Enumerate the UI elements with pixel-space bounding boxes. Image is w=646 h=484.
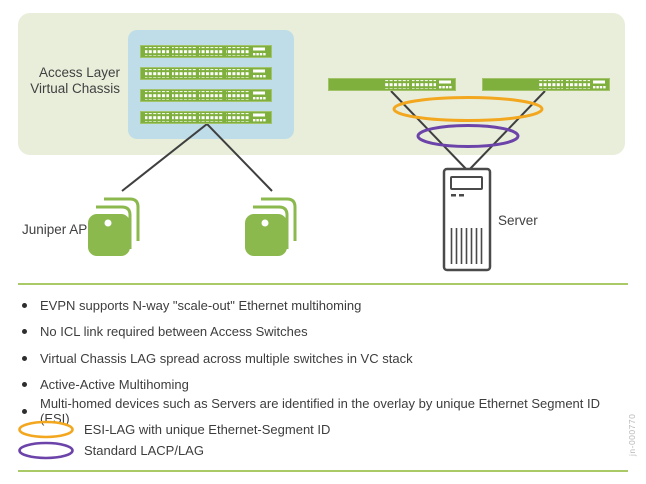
- access-layer-label: [18, 65, 120, 97]
- bullet-dot-icon: [22, 329, 27, 334]
- bullet-text: No ICL link required between Access Switches: [40, 324, 308, 340]
- bullet-item: [0, 345, 628, 372]
- access-layer-label-line1: Access Layer: [38, 65, 120, 80]
- server-label: Server: [498, 213, 538, 228]
- juniper-ap-1-icon: [85, 196, 147, 258]
- bullet-text: Multi-homed devices such as Servers are identified in the overlay by unique Ethernet Segment ID (ESI): [40, 396, 601, 427]
- vc-switch-2-icon: [140, 67, 272, 80]
- bullet-dot-icon: [22, 356, 27, 361]
- legend-label-lacp-lag: Standard LACP/LAG: [84, 442, 204, 458]
- bullet-text: Active-Active Multihoming: [40, 377, 189, 393]
- bullet-text: EVPN supports N-way "scale-out" Ethernet multihoming: [40, 297, 362, 313]
- vc-switch-3-icon: [140, 89, 272, 102]
- top-divider-line: [18, 283, 628, 285]
- juniper-ap-label: Juniper AP: [22, 222, 88, 237]
- server-icon: [441, 166, 493, 274]
- access-layer-label-line2: Virtual Chassis: [30, 81, 120, 96]
- juniper-ap-2-icon: [242, 196, 304, 258]
- bullet-item: [0, 319, 628, 346]
- bullet-dot-icon: [22, 382, 27, 387]
- bottom-divider-line: [18, 470, 628, 472]
- bullet-dot-icon: [22, 303, 27, 308]
- legend: [17, 419, 330, 461]
- legend-label-esi-lag: ESI-LAG with unique Ethernet-Segment ID: [84, 421, 331, 437]
- legend-row-esi-lag: [17, 419, 330, 439]
- bullet-dot-icon: [22, 409, 27, 414]
- feature-bullet-list: [0, 292, 628, 425]
- purple-ellipse-icon: [17, 441, 75, 460]
- access-switch-1-icon: [328, 78, 456, 91]
- vc-switch-4-icon: [140, 111, 272, 124]
- figure-id-watermark: jn-000770: [627, 413, 637, 457]
- bullet-text: Virtual Chassis LAG spread across multiple switches in VC stack: [40, 350, 413, 366]
- bullet-item: [0, 292, 628, 319]
- legend-row-lacp-lag: [17, 440, 330, 460]
- orange-ellipse-icon: [17, 420, 75, 439]
- access-switch-2-icon: [482, 78, 610, 91]
- vc-switch-1-icon: [140, 45, 272, 58]
- bullet-item: [0, 372, 628, 399]
